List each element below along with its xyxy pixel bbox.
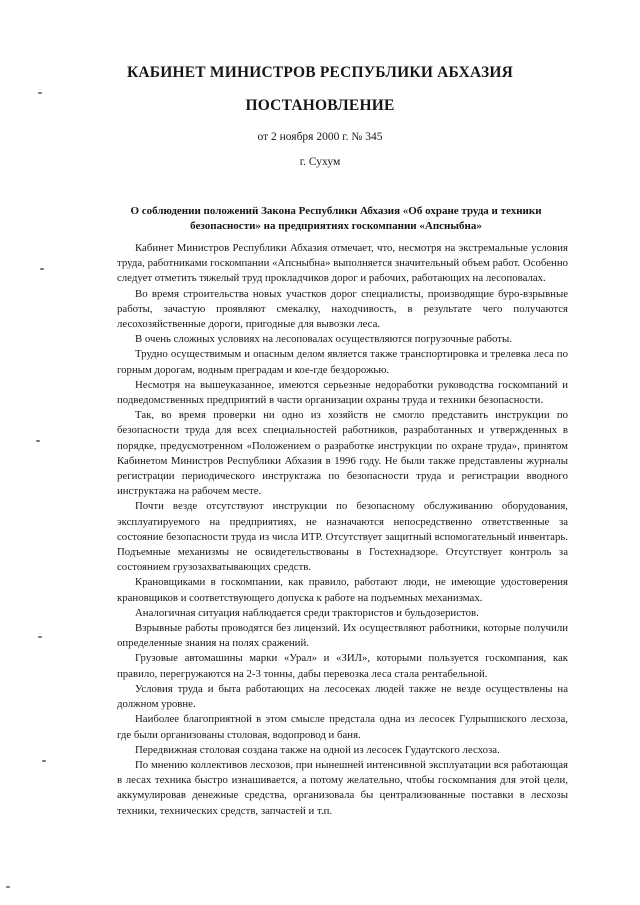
scan-speck (38, 92, 42, 94)
scan-speck (42, 760, 46, 762)
paragraph: Условия труда и быта работающих на лесосеках людей также не везде осуществлены на должном уровне. (117, 682, 568, 711)
scan-speck (36, 440, 40, 442)
scan-speck (6, 886, 10, 888)
paragraph: В очень сложных условиях на лесоповалах осуществляются погрузочные работы. (135, 333, 512, 346)
paragraph: Грузовые автомашины марки «Урал» и «ЗИЛ», которыми пользуется госкомпания, как правило, перегружаются на 2-3 тонны, дабы перевозка леса стала рентабельной. (117, 652, 568, 680)
paragraph: Кабинет Министров Республики Абхазия отмечает, что, несмотря на экстремальные условия труда, работниками госкомпании «Апсныбна» выполняется значительный объем работ. Особенно следует отметить тяжелый труд прокладчиков дорог и рабочих, работающих на лесоповалах. (117, 242, 568, 285)
paragraph: По мнению коллективов лесхозов, при нынешней интенсивной эксплуатации вся работающая в лесах техника быстро изнашивается, а потому желательно, чтобы госкомпания для этой цели, аккумулировав денежные средства, организовала бы централизованные поставки в лесхозы техники, технических средств, запчастей и т.п. (117, 758, 568, 817)
paragraph: Передвижная столовая создана также на одной из лесосек Гудаутского лесхоза. (135, 743, 500, 756)
paragraph: Так, во время проверки ни одно из хозяйств не смогло представить инструкции по безопасности труда для всех специальностей работников, разработанных и утвержденных в порядке, предусмотренном «Положением о разработке инструкции по охране труда», принятом Кабинетом Министров Республики Абхазия в 1996 году. Не были также представлены журналы регистрации периодического инструктажа по безопасности труда и регистрации вводного инструктажа на рабочем месте. (117, 409, 568, 498)
scan-speck (40, 268, 44, 270)
paragraph: Почти везде отсутствуют инструкции по безопасному обслуживанию оборудования, эксплуатируемого на предприятиях, не назначаются непосредственно ответственные за состояние безопасности труда из числа ИТР. Отсутствует защитный вспомогательный инвентарь. Подъемные механизмы не освидетельствованы в Гостехнадзоре. Отсутствует контроль за состоянием грузозахватывающих средств. (117, 500, 568, 574)
city-line: г. Сухум (299, 156, 341, 168)
paragraph: Трудно осуществимым и опасным делом является также транспортировка и трелевка леса по горным дорогам, водным преградам и кое-где бездорожью. (117, 348, 568, 376)
date-line: от 2 ноября 2000 г. № 345 (257, 131, 383, 143)
paragraph: Во время строительства новых участков дорог специалисты, производящие буро-взрывные работы, зачастую проявляют смекалку, находчивость, в результате чего получаются лесохозяйственные дороги, пригодные для вывозки леса. (117, 287, 568, 331)
body-text (117, 241, 568, 819)
paragraph: Аналогичная ситуация наблюдается среди трактористов и бульдозеристов. (135, 606, 479, 619)
paragraph: Наиболее благоприятной в этом смысле предстала одна из лесосек Гулрыпшского лесхоза, где были организованы столовая, водопровод и баня. (117, 713, 568, 741)
org-title: КАБИНЕТ МИНИСТРОВ РЕСПУБЛИКИ АБХАЗИЯ (126, 64, 514, 81)
scan-speck (38, 636, 42, 638)
subject-heading: О соблюдении положений Закона Республики Абхазия «Об охране труда и техники безопасности» на предприятиях госкомпании «Апсныбна» (130, 205, 542, 232)
paragraph: Несмотря на вышеуказанное, имеются серьезные недоработки руководства госкомпаний и подведомственных предприятий в части организации охраны труда и техники безопасности. (117, 378, 568, 407)
document-type: ПОСТАНОВЛЕНИЕ (245, 97, 395, 114)
paragraph: Взрывные работы проводятся без лицензий. Их осуществляют работники, которые получили определенные знания на полях сражений. (117, 622, 568, 650)
paragraph: Крановщиками в госкомпании, как правило, работают люди, не имеющие удостоверения крановщиков и соответствующего допуска к работе на подъемных механизмах. (117, 576, 568, 604)
